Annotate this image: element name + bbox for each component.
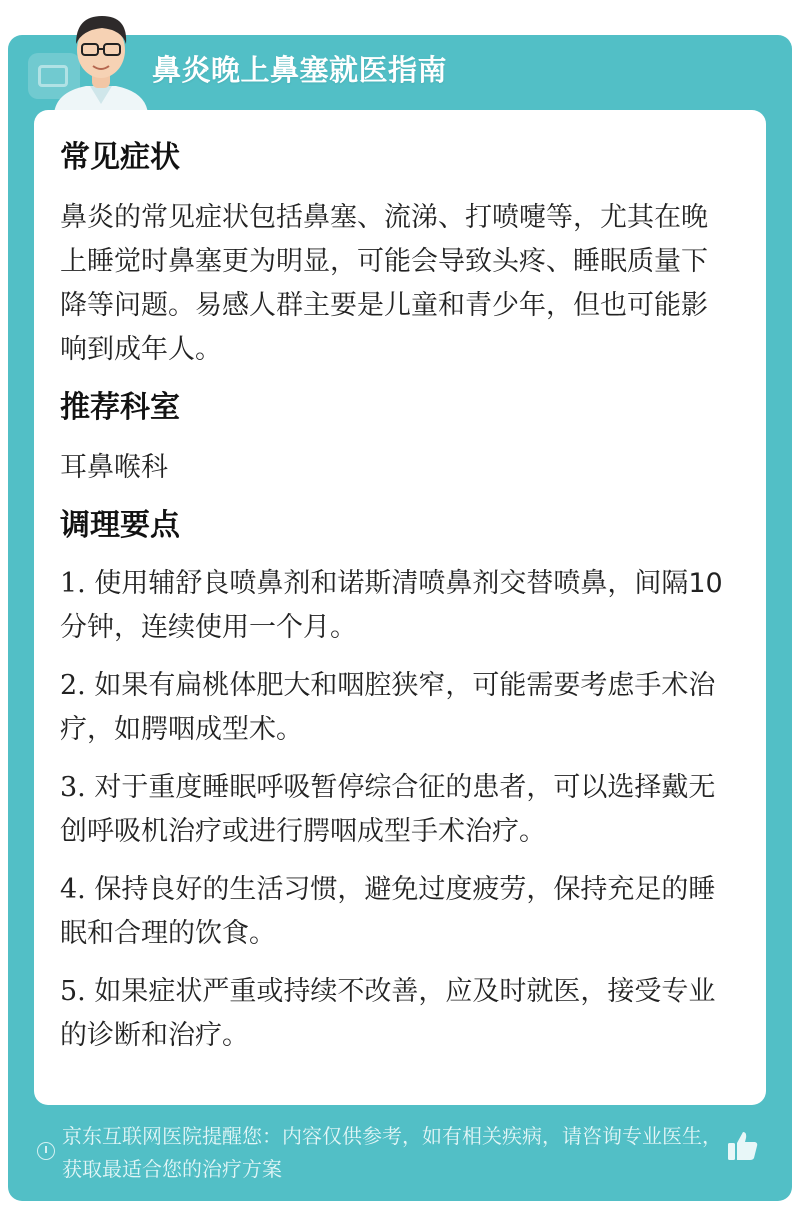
symptoms-text: 鼻炎的常见症状包括鼻塞、流涕、打喷嚏等，尤其在晚上睡觉时鼻塞更为明显，可能会导致头疼、睡眠质量下降等问题。易感人群主要是儿童和青少年，但也可能影响到成年人。 — [60, 202, 708, 365]
list-item — [60, 562, 730, 650]
list-item — [60, 766, 730, 854]
page-title: 鼻炎晚上鼻塞就医指南 — [152, 53, 448, 87]
list-text: 保持良好的生活习惯，避免过度疲劳，保持充足的睡眠和合理的饮食。 — [60, 874, 716, 949]
list-text: 如果有扁桃体肥大和咽腔狭窄，可能需要考虑手术治疗，如腭咽成型术。 — [60, 670, 716, 745]
list-number: 1. — [60, 568, 86, 599]
tips-list — [60, 562, 730, 1058]
footer-disclaimer: 京东互联网医院提醒您：内容仅供参考，如有相关疾病，请咨询专业医生，获取最适合您的治疗方案 — [62, 1124, 722, 1181]
section-title-department: 推荐科室 — [60, 390, 180, 425]
list-number: 5. — [60, 976, 86, 1007]
list-number: 3. — [60, 772, 86, 803]
doctor-avatar — [46, 4, 156, 114]
section-title-tips: 调理要点 — [60, 508, 180, 543]
list-number: 4. — [60, 874, 86, 905]
list-text: 对于重度睡眠呼吸暂停综合征的患者，可以选择戴无创呼吸机治疗或进行腭咽成型手术治疗。 — [60, 772, 716, 847]
content-area — [60, 130, 730, 1058]
list-text: 使用辅舒良喷鼻剂和诺斯清喷鼻剂交替喷鼻，间隔10分钟，连续使用一个月。 — [60, 568, 723, 643]
list-number: 2. — [60, 670, 86, 701]
list-item — [60, 868, 730, 956]
list-text: 如果症状严重或持续不改善，应及时就医，接受专业的诊断和治疗。 — [60, 976, 716, 1051]
list-item — [60, 970, 730, 1058]
info-icon — [37, 1142, 55, 1160]
list-item — [60, 664, 730, 752]
department-text: 耳鼻喉科 — [60, 452, 168, 483]
thumbs-up-icon[interactable] — [724, 1128, 760, 1164]
section-title-symptoms: 常见症状 — [60, 140, 180, 175]
